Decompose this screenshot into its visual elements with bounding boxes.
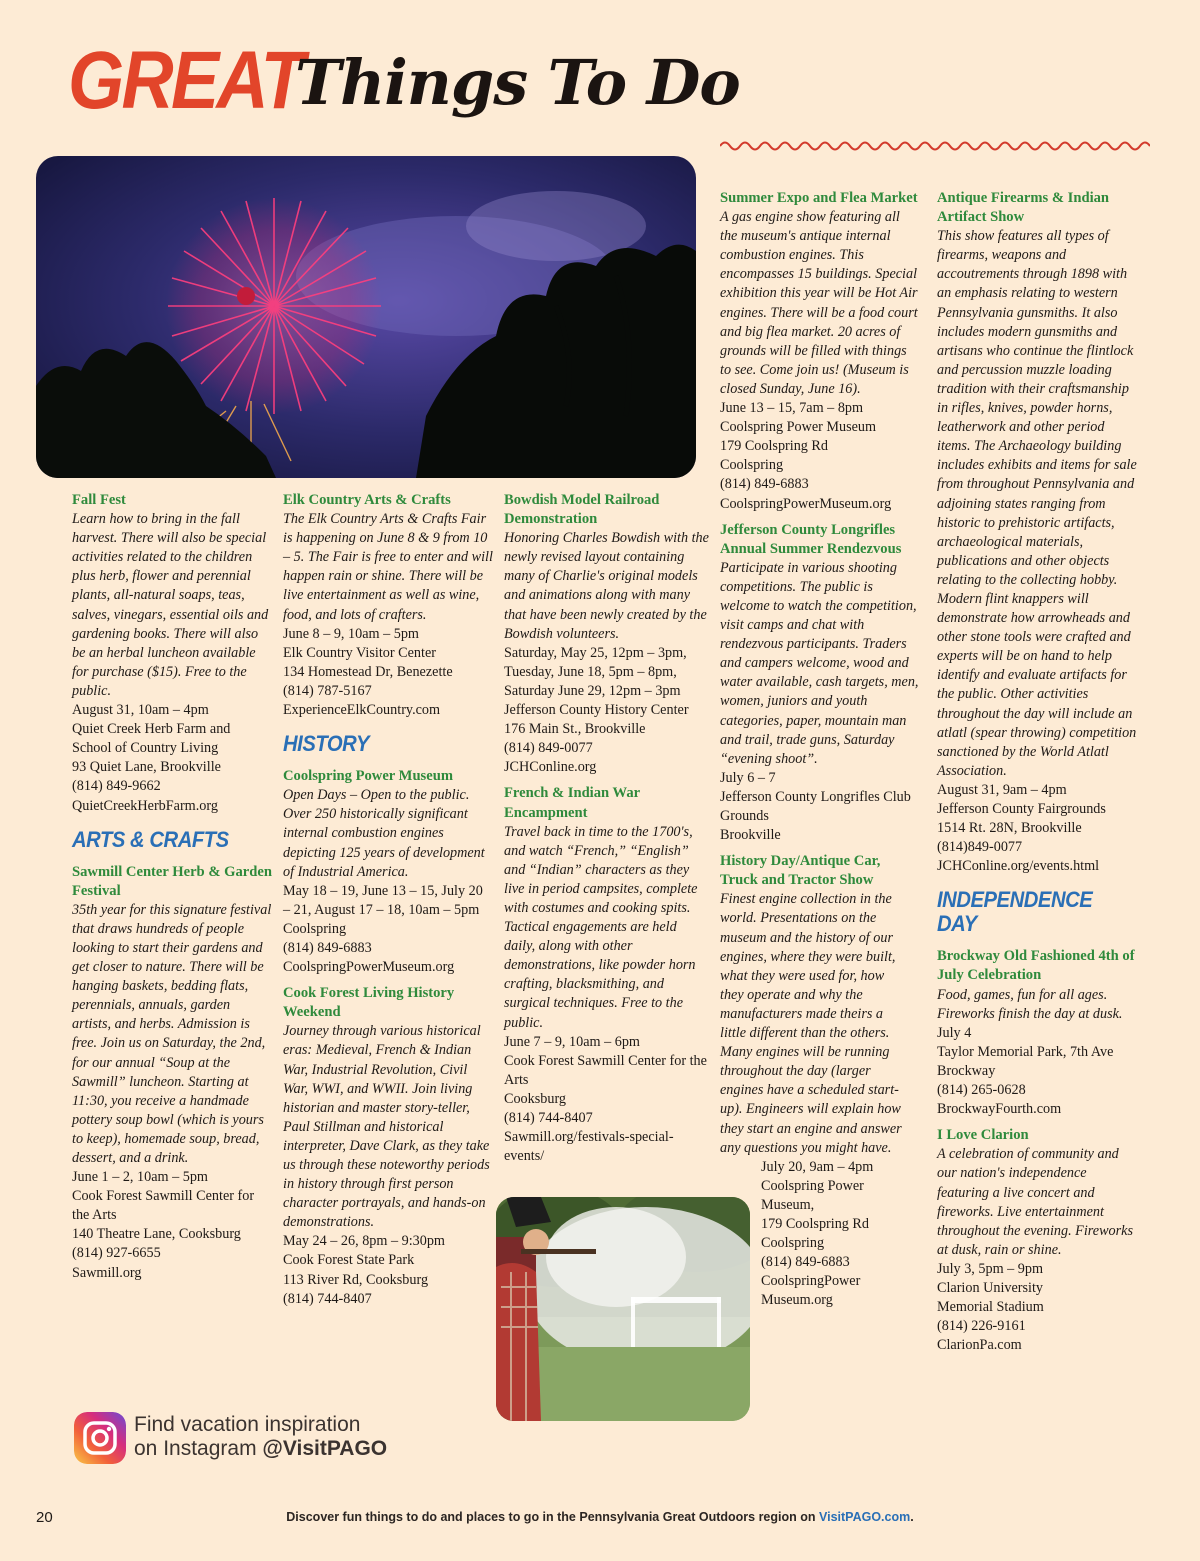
event-date: Saturday, May 25, 12pm – 3pm, Tuesday, June 18, 5pm – 8pm, Saturday June 29, 12pm – 3pm [504, 644, 687, 699]
event-date: June 1 – 2, 10am – 5pm [72, 1169, 208, 1186]
event-address: Cooksburg [504, 1090, 567, 1107]
musket-reenactor-photo [496, 1197, 750, 1421]
event-venue: Cook Forest Sawmill Center for the Arts [504, 1052, 707, 1088]
event-venue: Elk Country Visitor Center [283, 644, 436, 661]
event-address: 179 Coolspring Rd [761, 1215, 869, 1232]
event-description: Food, games, fun for all ages. Fireworks finish the day at dusk. [937, 986, 1123, 1022]
event-address: 179 Coolspring Rd [720, 438, 828, 455]
event-website[interactable]: JCHConline.org/events.html [937, 858, 1100, 875]
event-website[interactable]: Sawmill.org/festivals-special-events/ [504, 1129, 674, 1165]
column-1 [72, 491, 272, 1283]
event-description: This show features all types of firearms, weapons and accoutrements through 1898 with an emphasis relating to western Pennsylvania gunsmiths. It also includes modern gunsmiths and artisans who continue the flintlock and percussion muzzle loading tradition with their craftsmanship in rifles, knives, powder horns, leatherwork and other period items. The Archaeology building includes exhibits and items for sale from throughout Pennsylvania and adjoining states ranging from historic to prehistoric artifacts, archaeological materials, publications and other objects relating to the collecting hobby. Modern flint knappers will demonstrate how arrowheads and other stone tools were crafted and experts will be on hand to help identify and evaluate artifacts for the public. Other activities throughout the day will include an atlatl (spear throwing) competition sanctioned by the World Atlatl Association. [937, 228, 1137, 779]
section-heading-arts-crafts: ARTS & CRAFTS [72, 826, 229, 852]
event-phone: (814) 849-6883 [283, 939, 372, 956]
event-venue: Jefferson County Fairgrounds [937, 801, 1106, 817]
instagram-line2: on Instagram [134, 1437, 263, 1460]
event-venue: Coolspring [283, 920, 347, 937]
event-venue: Cook Forest State Park [283, 1252, 415, 1269]
event-date: May 24 – 26, 8pm – 9:30pm [283, 1233, 445, 1250]
event-title: Summer Expo and Flea Market [720, 190, 918, 206]
event-address: 113 River Rd, Cooksburg [283, 1271, 429, 1288]
event-date: June 13 – 15, 7am – 8pm [720, 400, 864, 417]
event-website[interactable]: CoolspringPowerMuseum.org [720, 495, 892, 512]
event-title: Elk Country Arts & Crafts [283, 492, 451, 508]
event-website[interactable]: CoolspringPower Museum.org [761, 1273, 861, 1309]
event-website[interactable]: ExperienceElkCountry.com [283, 702, 441, 719]
event-website[interactable]: ClarionPa.com [937, 1337, 1022, 1354]
event-title: I Love Clarion [937, 1127, 1029, 1144]
event-phone: (814) 787-5167 [283, 682, 372, 699]
event-phone: (814) 265-0628 [937, 1082, 1026, 1099]
column-5 [937, 189, 1137, 1355]
event-title: Bowdish Model Railroad Demonstration [504, 492, 660, 528]
event-title: History Day/Antique Car, Truck and Tractor Show [720, 853, 881, 889]
instagram-callout [134, 1413, 387, 1461]
event-date: July 20, 9am – 4pm [761, 1158, 874, 1175]
footer-text [0, 1510, 1200, 1524]
event-venue: Coolspring Power Museum [720, 419, 877, 436]
event-date: August 31, 9am – 4pm [937, 781, 1067, 798]
event-phone: (814) 849-0077 [504, 740, 593, 757]
column-3 [504, 491, 709, 1166]
event-website[interactable]: BrockwayFourth.com [937, 1101, 1062, 1118]
instagram-line1: Find vacation inspiration [134, 1413, 361, 1436]
event-title: Sawmill Center Herb & Garden Festival [72, 863, 272, 899]
title-things-to-do: Things To Do [295, 46, 740, 119]
wavy-divider [720, 137, 1150, 155]
event-venue: Coolspring Power Museum, [761, 1177, 864, 1213]
event-website[interactable]: JCHConline.org [504, 759, 597, 776]
footer-message: Discover fun things to do and places to go in the Pennsylvania Great Outdoors region on [286, 1510, 819, 1524]
column-4 [720, 189, 920, 1310]
event-title: Coolspring Power Museum [283, 768, 453, 785]
event-description: Finest engine collection in the world. Presentations on the museum and the history of our engines, where they were built, what they were used for, how they operate and why the manufacturers made theirs a little different than the others. Many engines will be running throughout the day (larger engines have a scheduled start-up). Engineers will explain how they start an engine and answer any questions you might have. [720, 891, 902, 1156]
event-description: Journey through various historical eras: Medieval, French & Indian War, Industrial Revolution, Civil War, WWI, and WWII. Join living historian and master story-teller, Paul Stillman and historical interpreter, Dave Clark, as they take us through these noteworthy periods in history through first person character portrayals, and hands-on demonstrations. [283, 1023, 490, 1231]
event-title: Jefferson County Longrifles Annual Summer Rendezvous [720, 521, 902, 557]
event-title: Antique Firearms & Indian Artifact Show [937, 190, 1110, 226]
event-date: May 18 – 19, June 13 – 15, July 20 – 21, August 17 – 18, 10am – 5pm [283, 882, 483, 918]
event-venue: Quiet Creek Herb Farm and School of Country Living [72, 721, 231, 757]
event-phone: (814) 744-8407 [283, 1290, 372, 1307]
event-phone: (814) 927-6655 [72, 1245, 161, 1262]
event-phone: (814) 849-6883 [720, 476, 809, 493]
event-address: 1514 Rt. 28N, Brookville [937, 820, 1082, 837]
event-title: Brockway Old Fashioned 4th of July Celebration [937, 948, 1135, 984]
event-venue: Jefferson County Longrifles Club Grounds [720, 788, 911, 824]
footer-period: . [910, 1510, 914, 1524]
event-description: Open Days – Open to the public. Over 250 historically significant internal combustion engines depicting 125 years of development of Industrial America. [283, 787, 485, 880]
event-title: Cook Forest Living History Weekend [283, 985, 455, 1021]
event-address: 93 Quiet Lane, Brookville [72, 759, 221, 776]
event-description: Honoring Charles Bowdish with the newly revised layout containing many of Charlie's original models and animations along with many that have been newly created by the Bowdish volunteers. [504, 530, 709, 642]
footer-link[interactable]: VisitPAGO.com [818, 1510, 911, 1524]
event-city: Brookville [720, 827, 781, 844]
event-address: 176 Main St., Brookville [504, 721, 646, 738]
event-description: A celebration of community and our nation's independence featuring a live concert and fireworks. Live entertainment throughout the evening. Fireworks at dusk, rain or shine. [937, 1146, 1133, 1258]
event-date: June 7 – 9, 10am – 6pm [504, 1033, 640, 1050]
title-great: GREAT [68, 35, 303, 126]
event-website[interactable]: CoolspringPowerMuseum.org [283, 959, 455, 976]
event-phone: (814) 849-9662 [72, 778, 161, 795]
instagram-handle[interactable]: @VisitPAGO [262, 1437, 388, 1460]
event-phone: (814) 849-6883 [761, 1254, 850, 1271]
section-heading-history: HISTORY [283, 731, 370, 757]
event-website[interactable]: Sawmill.org [72, 1264, 142, 1281]
event-date: July 6 – 7 [720, 769, 776, 786]
event-description: Learn how to bring in the fall harvest. There will also be special activities related to the children plus herb, flower and perennial plants, all-natural soaps, teas, salves, vinegars, essential oils and gardening books. There will also be an herbal luncheon available for purchase ($15). Free to the public. [72, 511, 269, 699]
event-description: A gas engine show featuring all the museum's antique internal combustion engines. This encompasses 15 buildings. Special exhibition this year will be Hot Air engines. There will be a food court and big flea market. 20 acres of grounds will be filled with things to see. Come join us! (Museum is closed Sunday, June 16). [720, 209, 918, 397]
event-title: Fall Fest [72, 492, 126, 508]
event-venue: Clarion University Memorial Stadium [937, 1279, 1044, 1316]
event-date: July 4 [937, 1024, 972, 1041]
event-address: 140 Theatre Lane, Cooksburg [72, 1226, 241, 1243]
section-heading-independence-day: INDEPENDENCE DAY [937, 887, 1093, 937]
event-city: Coolspring [720, 457, 784, 474]
event-date: July 3, 5pm – 9pm [937, 1260, 1044, 1277]
page-number: 20 [36, 1509, 53, 1526]
event-city: Coolspring [761, 1235, 825, 1252]
event-city: Brockway [937, 1062, 996, 1079]
event-phone: (814) 744-8407 [504, 1110, 593, 1126]
event-date: August 31, 10am – 4pm [72, 702, 209, 719]
event-venue: Taylor Memorial Park, 7th Ave [937, 1043, 1114, 1060]
event-address: 134 Homestead Dr, Benezette [283, 663, 453, 680]
instagram-icon[interactable] [74, 1412, 126, 1464]
event-description: Participate in various shooting competitions. The public is welcome to watch the competition, visit camps and chat with rendezvous participants. Traders and campers welcome, wood and water available, cash targets, men, women, juniors and youth categories, paper, mountain man and trail, trade guns, Saturday “evening shoot”. [720, 559, 919, 767]
event-date: June 8 – 9, 10am – 5pm [283, 625, 419, 642]
event-venue: Jefferson County History Center [504, 702, 689, 719]
event-phone: (814) 226-9161 [937, 1318, 1026, 1335]
event-website[interactable]: QuietCreekHerbFarm.org [72, 797, 218, 814]
event-description: Travel back in time to the 1700's, and watch “French,” “English” and “Indian” characters as they live in period campsites, complete with costumes and cooking spits. Tactical engagements are held daily, along with other demonstrations, like powder horn crafting, blacksmithing, and surgical techniques. Free to the public. [504, 823, 698, 1031]
event-phone: (814)849-0077 [937, 839, 1023, 856]
event-venue: Cook Forest Sawmill Center for the Arts [72, 1188, 255, 1224]
event-description: 35th year for this signature festival that draws hundreds of people looking to start their gardens and get closer to nature. There will be hanging baskets, bedding flats, perennials, annuals, garden artists, and herbs. Admission is free. Join us on Saturday, the 2nd, for our annual “Soup at the Sawmill” luncheon. Starting at 11:30, you receive a handmade pottery soup bowl (which is yours to keep), homemade soup, bread, dessert, and a drink. [72, 901, 272, 1166]
event-title: French & Indian War Encampment [504, 785, 640, 821]
fireworks-photo [36, 156, 696, 478]
event-description: The Elk Country Arts & Crafts Fair is happening on June 8 & 9 from 10 – 5. The Fair is free to enter and will happen rain or shine. There will be live entertainment as well as wine, food, and lots of crafters. [283, 511, 493, 623]
column-2 [283, 491, 493, 1309]
